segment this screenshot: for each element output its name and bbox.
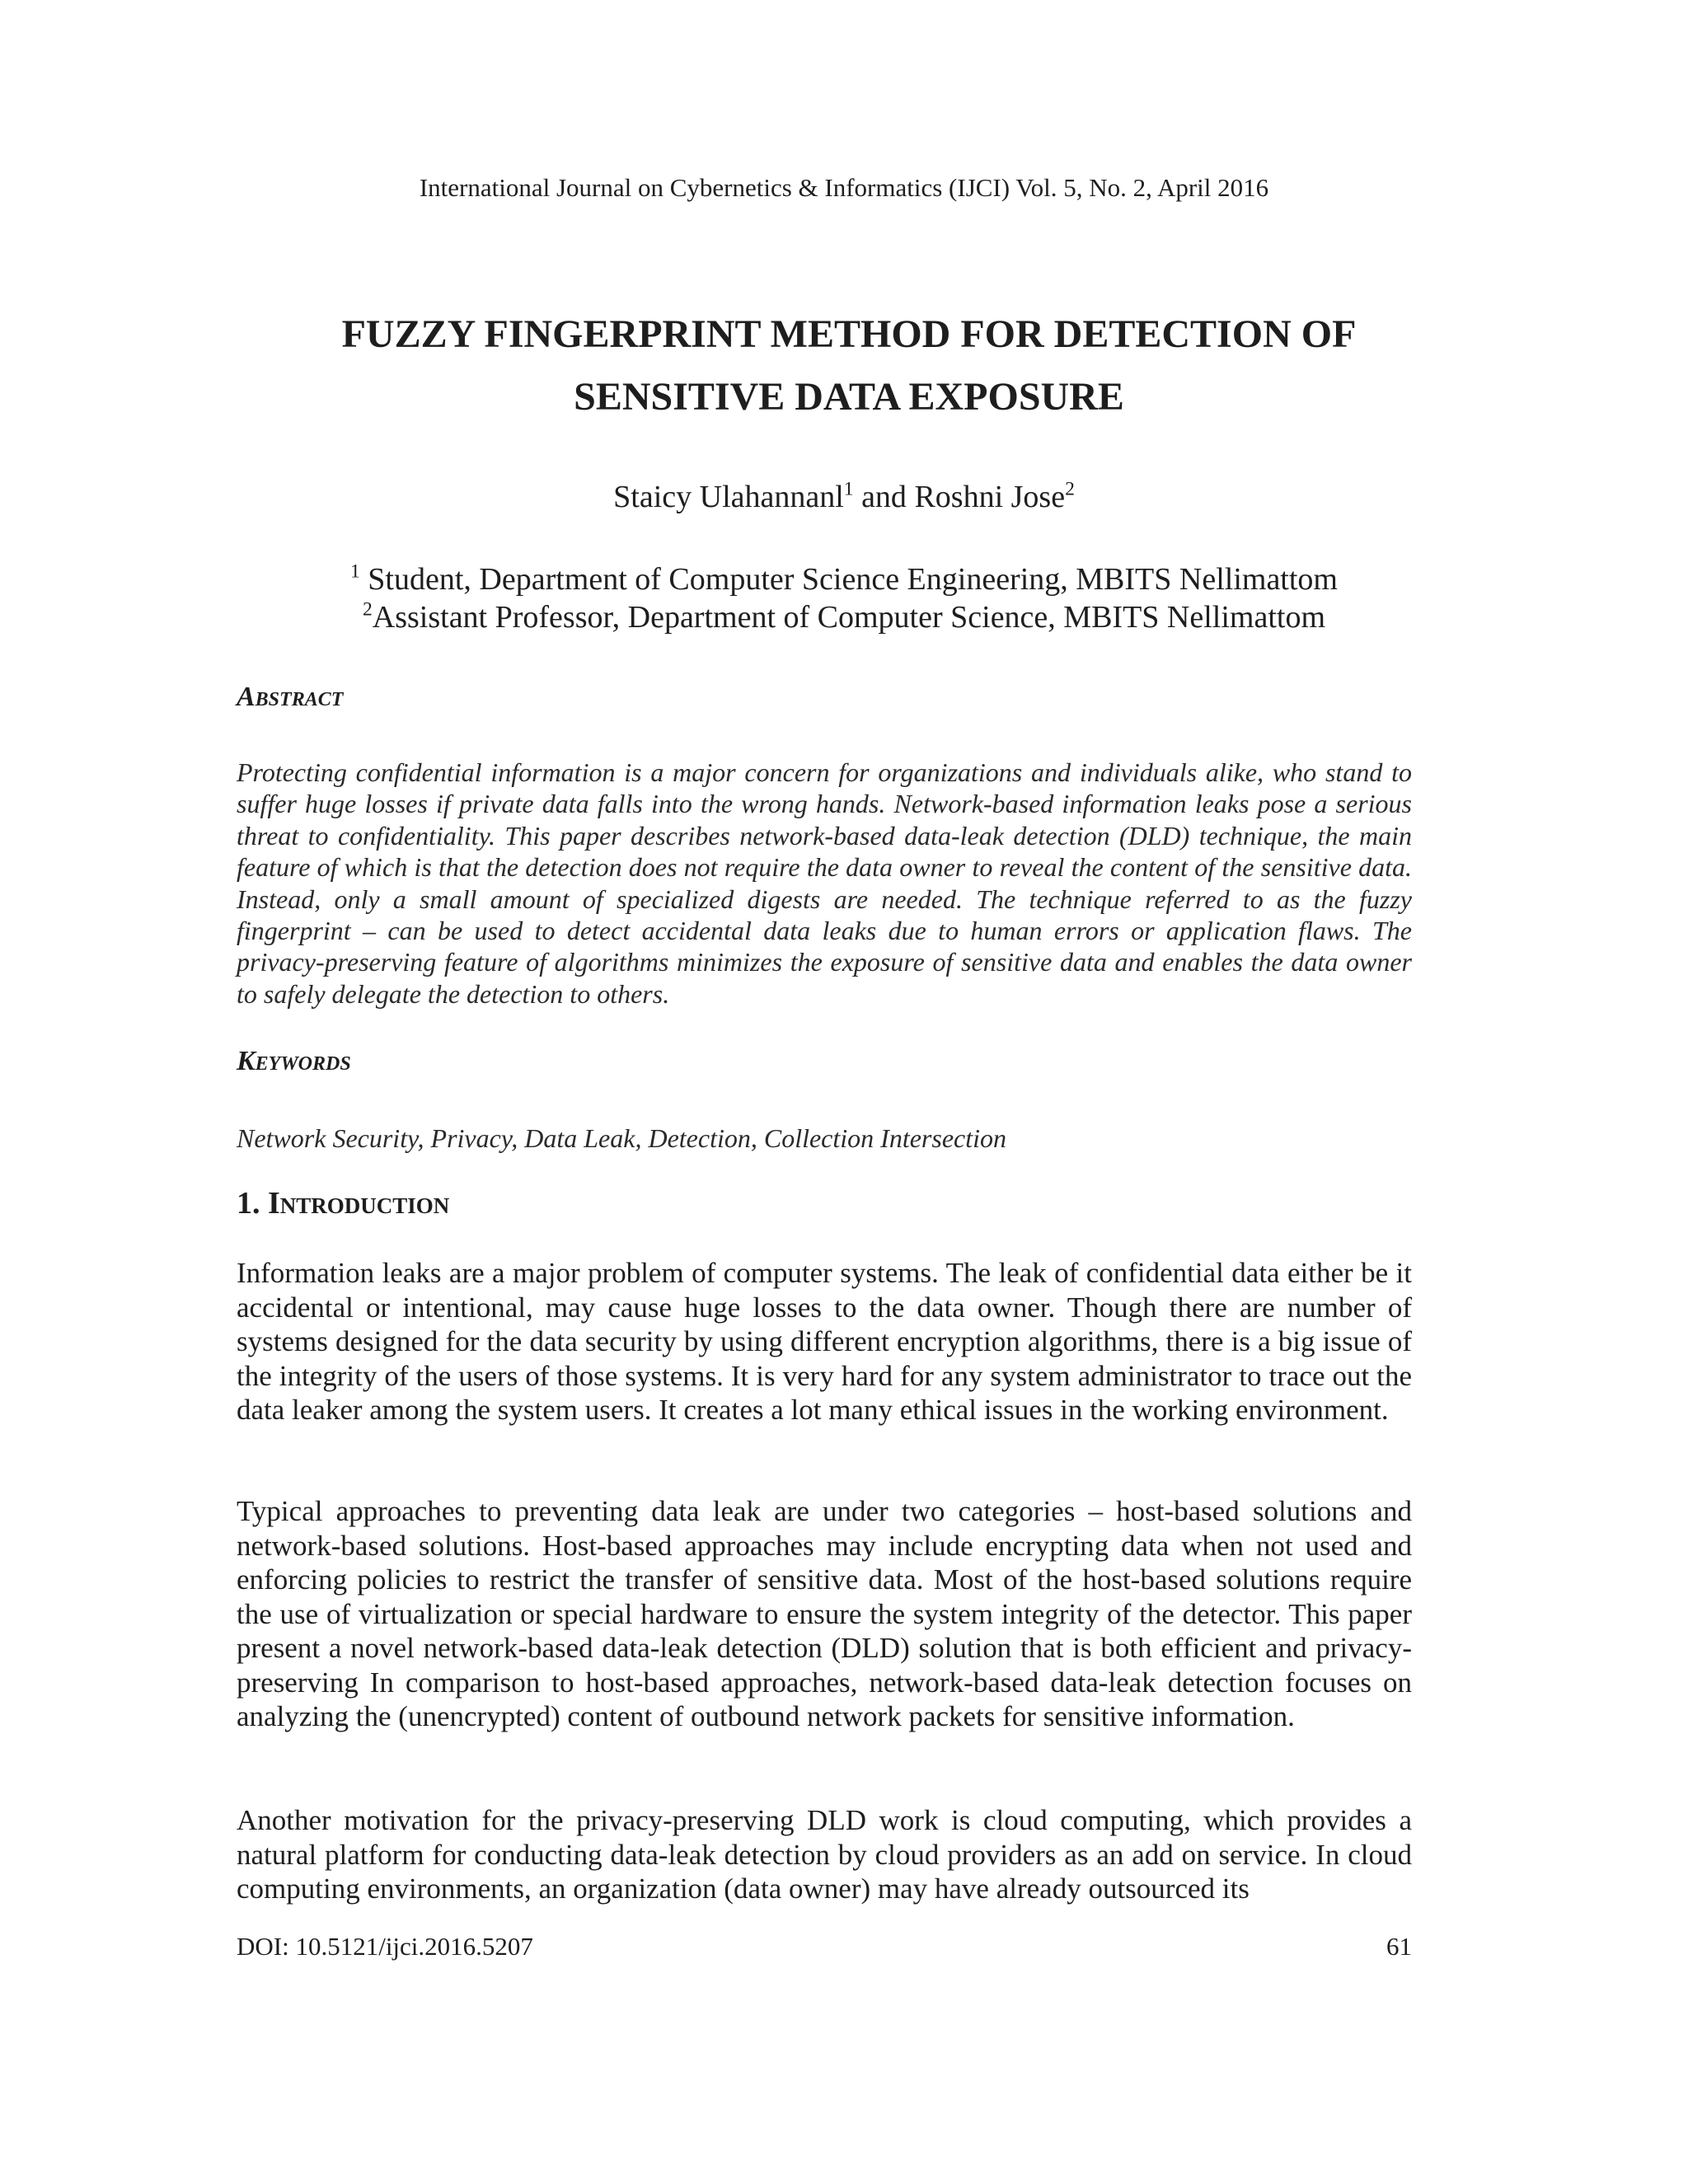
introduction-paragraph-3: Another motivation for the privacy-preserving DLD work is cloud computing, which provides a natural platform for conducting data-leak detection by cloud providers as an add on service. In cloud computing environments, an organization (data owner) may have already outsourced its [237,1804,1412,1905]
introduction-section-number: 1. [237,1186,268,1221]
affiliation-1-text: Student, Department of Computer Science Engineering, MBITS Nellimattom [359,562,1338,597]
author-1-name: Staicy Ulahannanl [613,480,844,514]
affiliation-list [0,560,1688,636]
author-list [0,474,1688,520]
introduction-paragraph-1: Information leaks are a major problem of computer systems. The leak of confidential data either be it accidental or intentional, may cause huge losses to the data owner. Though there are number of systems designed for the data security by using different encryption algorithms, there is a big issue of the integrity of the users of those systems. It is very hard for any system administrator to trace out the data leaker among the system users. It creates a lot many ethical issues in the working environment. [237,1257,1412,1426]
author-1-affiliation-mark: 1 [843,478,854,500]
keywords-heading: Keywords [237,1046,351,1076]
affiliation-2-mark: 2 [362,598,373,621]
author-2-name: Roshni Jose [914,480,1066,514]
introduction-heading [237,1185,449,1221]
paper-title-line-1: FUZZY FINGERPRINT METHOD FOR DETECTION OF [341,312,1357,356]
abstract-heading: Abstract [237,682,344,712]
paper-title-line-2: SENSITIVE DATA EXPOSURE [574,375,1124,419]
paper-title [190,303,1508,429]
footer-page-number: 61 [1386,1932,1412,1961]
keywords-text: Network Security, Privacy, Data Leak, Detection, Collection Intersection [237,1123,1006,1153]
introduction-section-title: Introduction [268,1186,450,1221]
footer-doi: DOI: 10.5121/ijci.2016.5207 [237,1932,533,1961]
running-header: International Journal on Cybernetics & Informatics (IJCI) Vol. 5, No. 2, April 2016 [419,173,1269,202]
affiliation-1-mark: 1 [350,560,360,583]
affiliation-2-text: Assistant Professor, Department of Computer Science, MBITS Nellimattom [372,600,1326,635]
author-2-affiliation-mark: 2 [1065,478,1075,500]
affiliation-2 [0,598,1688,636]
author-connector: and [853,480,915,514]
affiliation-1 [0,560,1688,598]
abstract-text: Protecting confidential information is a major concern for organizations and individuals alike, who stand to suffer huge losses if private data falls into the wrong hands. Network-based information leaks pose a serious threat to confidentiality. This paper describes network-based data-leak detection (DLD) technique, the main feature of which is that the detection does not require the data owner to reveal the content of the sensitive data. Instead, only a small amount of specialized digests are needed. The technique referred to as the fuzzy fingerprint – can be used to detect accidental data leaks due to human errors or application flaws. The privacy-preserving feature of algorithms minimizes the exposure of sensitive data and enables the data owner to safely delegate the detection to others. [237,757,1412,1009]
introduction-paragraph-2: Typical approaches to preventing data leak are under two categories – host-based solutions and network-based solutions. Host-based approaches may include encrypting data when not used and enforcing policies to restrict the transfer of sensitive data. Most of the host-based solutions require the use of virtualization or special hardware to ensure the system integrity of the detector. This paper present a novel network-based data-leak detection (DLD) solution that is both efficient and privacy-preserving In comparison to host-based approaches, network-based data-leak detection focuses on analyzing the (unencrypted) content of outbound network packets for sensitive information. [237,1495,1412,1732]
